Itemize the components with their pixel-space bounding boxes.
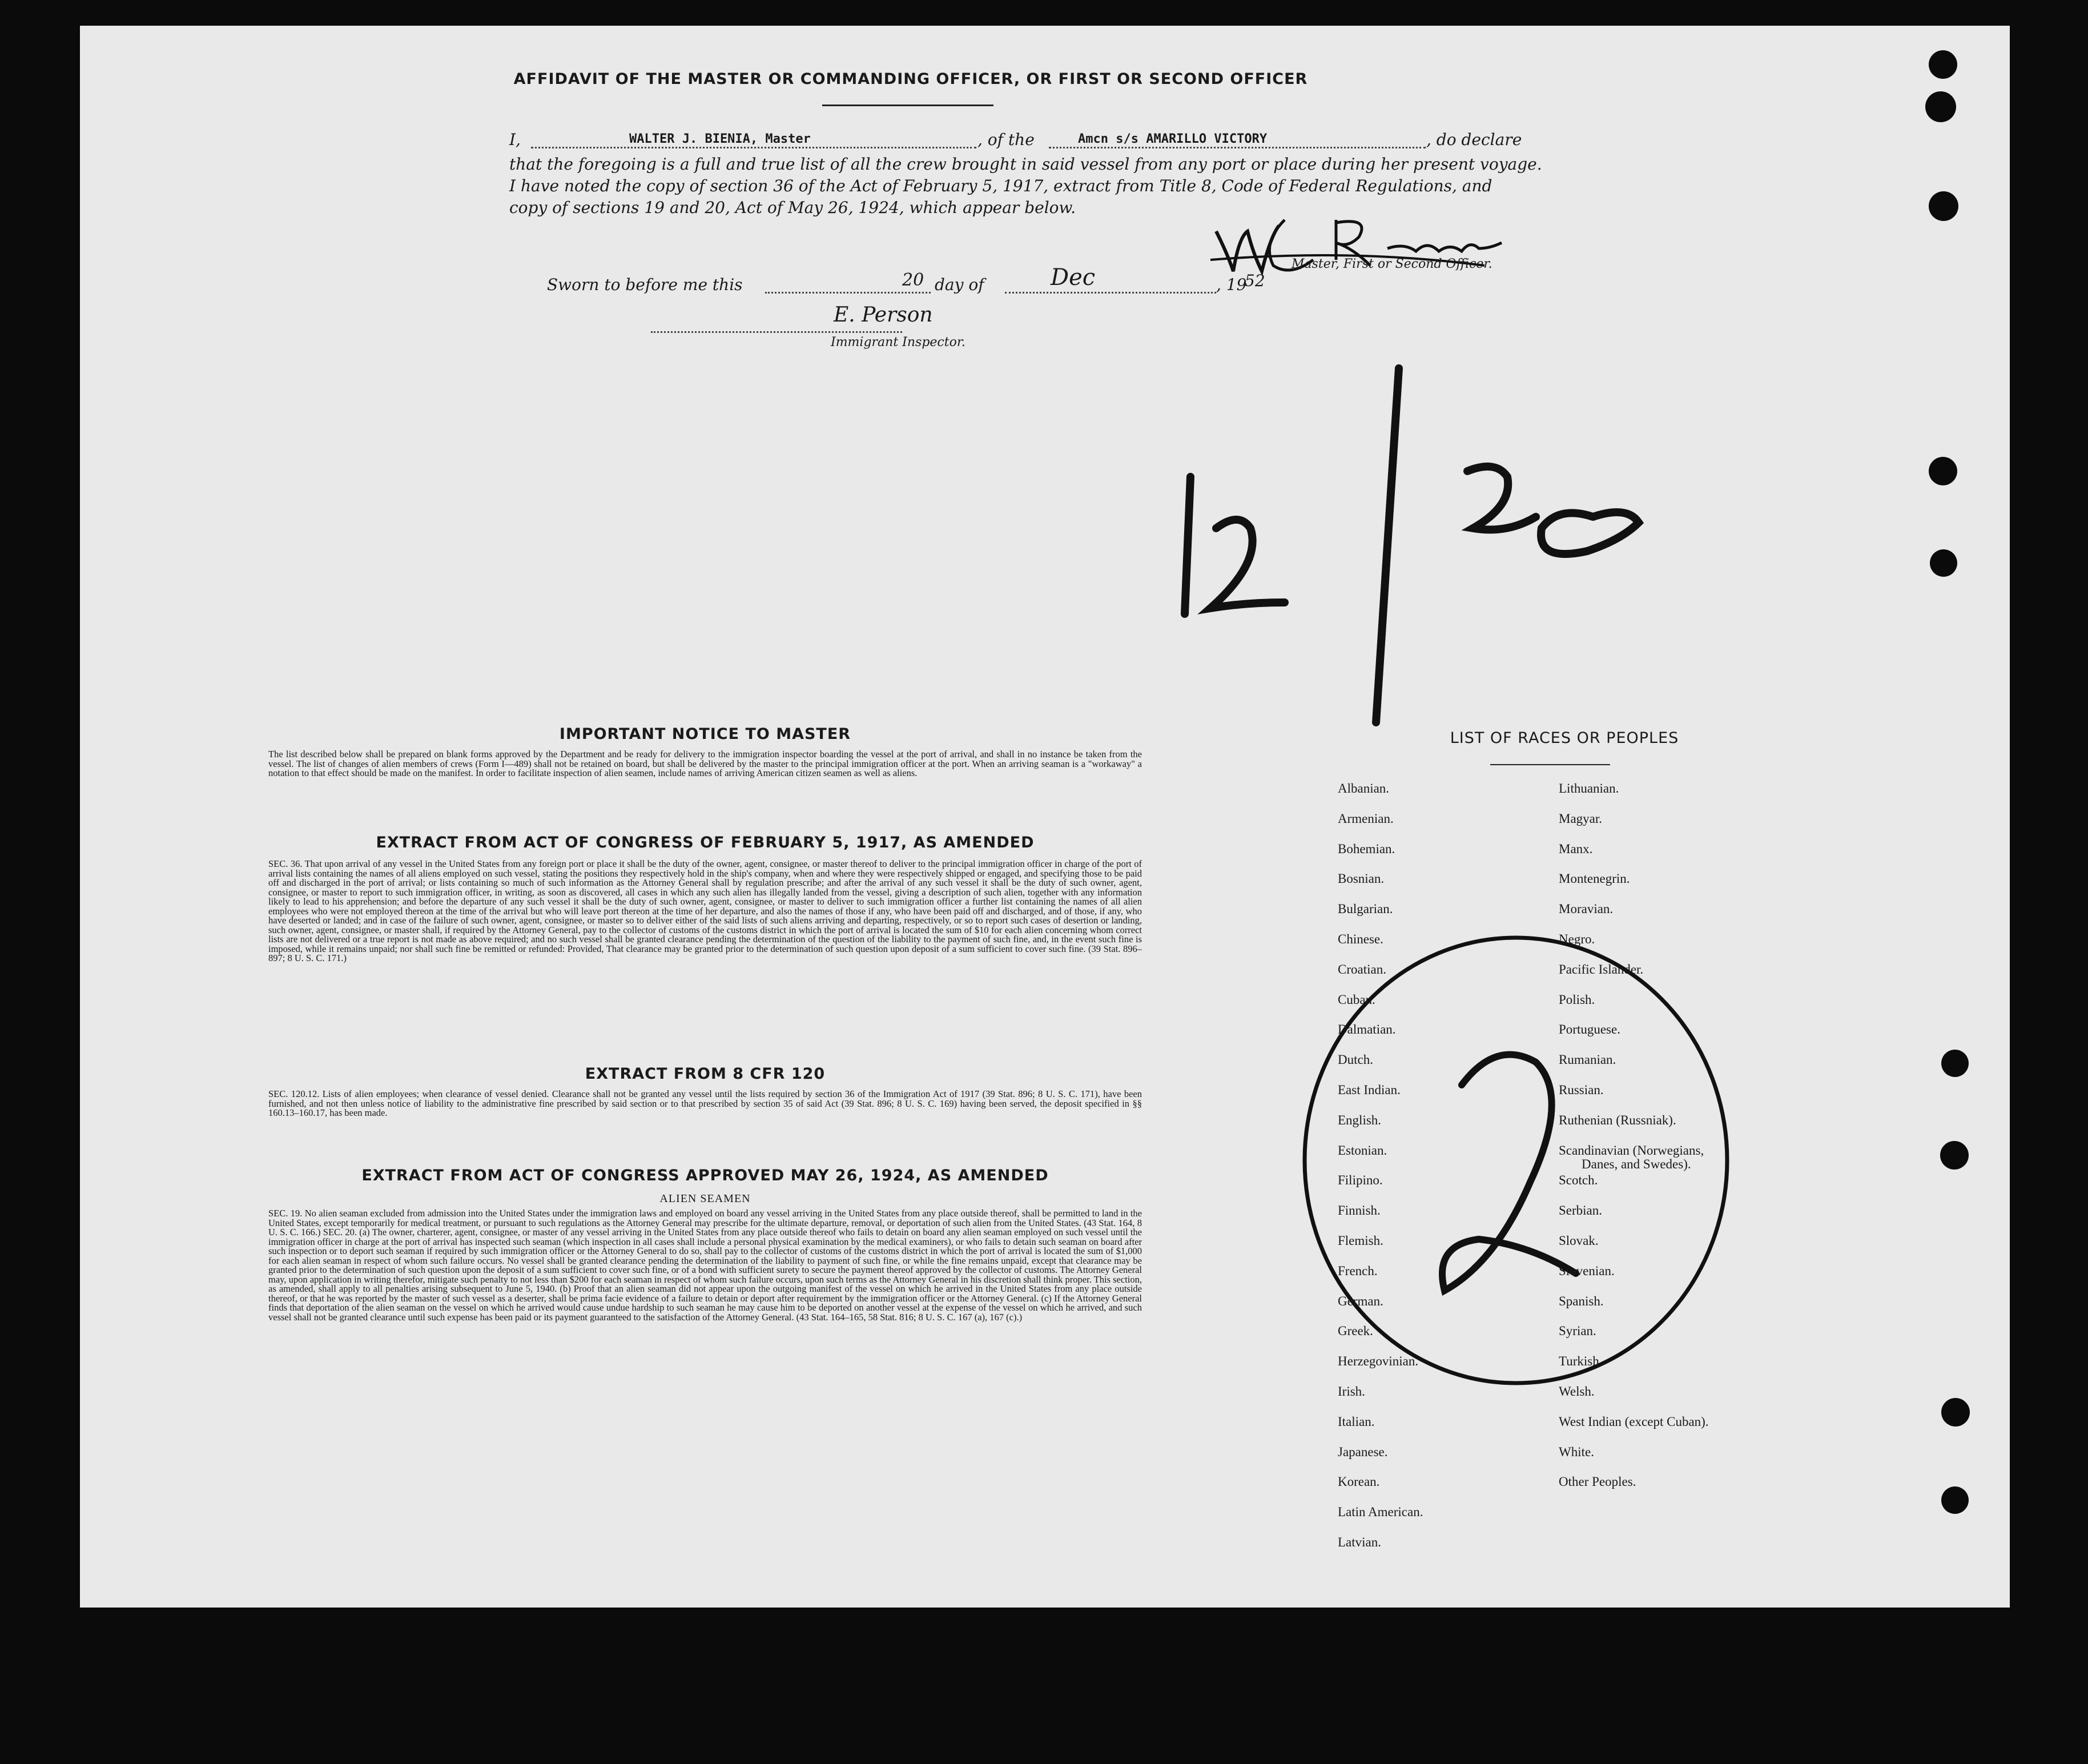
master-name: WALTER J. BIENIA, Master: [629, 132, 811, 146]
race-item: German.: [1338, 1293, 1383, 1308]
affidavit-line-2: that the foregoing is a full and true list of all the crew brought in said vessel from any port or place during her present voyage.: [509, 155, 1542, 174]
race-item: Albanian.: [1338, 781, 1390, 795]
extract-1924-subtitle: ALIEN SEAMEN: [659, 1192, 751, 1205]
race-item: Lithuanian.: [1559, 781, 1619, 795]
race-item: Slovenian.: [1559, 1263, 1615, 1278]
race-item: Estonian.: [1338, 1143, 1387, 1158]
race-item: Croatian.: [1338, 962, 1386, 977]
race-item: Japanese.: [1338, 1444, 1388, 1459]
race-item: Greek.: [1338, 1324, 1373, 1339]
binder-hole: [1929, 191, 1958, 221]
race-item: Serbian.: [1559, 1203, 1603, 1218]
binder-hole: [1941, 1398, 1970, 1427]
race-item: Herzegovinian.: [1338, 1354, 1419, 1369]
race-item: Danes, and Swedes).: [1582, 1156, 1691, 1171]
affidavit-i: I,: [509, 130, 521, 149]
signature-caption: Master, First or Second Officer.: [1292, 257, 1492, 271]
race-item: Scotch.: [1559, 1173, 1598, 1188]
notice-text: The list described below shall be prepared on blank forms approved by the Department and be ready for delivery to the immigration inspector boarding the vessel at the port of arrival, and shall in no instance be taken from the vessel. The list of changes of alien members of crews (Form I—489) shall not be retained on board, but shall be delivered by the master to the principal immigration officer at the port. When an arriving seaman is a "workaway" a notation to that effect should be made on the manifest. In order to facilitate inspection of alien seamen, include names of arriving American citizen seamen as well as aliens.: [268, 750, 1142, 778]
binder-hole: [1930, 549, 1957, 577]
races-title: LIST OF RACES OR PEOPLES: [1450, 729, 1679, 747]
race-item: Portuguese.: [1559, 1022, 1620, 1037]
race-item: White.: [1559, 1444, 1594, 1459]
race-item: Other Peoples.: [1559, 1474, 1636, 1489]
extract-cfr-title: EXTRACT FROM 8 CFR 120: [585, 1065, 826, 1083]
race-item: Russian.: [1559, 1083, 1604, 1097]
race-item: Cuban.: [1338, 992, 1375, 1007]
race-item: Turkish.: [1559, 1354, 1603, 1369]
sworn-label: Sworn to before me this: [547, 275, 743, 294]
affidavit-line-3: I have noted the copy of section 36 of the Act of February 5, 1917, extract from Title 8, Code of Federal Regulations, and: [509, 176, 1492, 195]
race-item: Negro.: [1559, 932, 1595, 946]
binder-hole: [1929, 50, 1957, 79]
race-item: Moravian.: [1559, 902, 1614, 917]
binder-hole: [1940, 1141, 1969, 1170]
inspector-caption: Immigrant Inspector.: [831, 335, 965, 349]
race-item: Bulgarian.: [1338, 902, 1393, 917]
extract-1917-title: EXTRACT FROM ACT OF CONGRESS OF FEBRUARY 5, 1917, AS AMENDED: [376, 834, 1035, 851]
affidavit-do-declare: , do declare: [1426, 130, 1522, 149]
race-item: Filipino.: [1338, 1173, 1383, 1188]
race-item: Latvian.: [1338, 1535, 1381, 1549]
race-item: Bohemian.: [1338, 841, 1395, 856]
race-item: Irish.: [1338, 1384, 1365, 1399]
race-item: Korean.: [1338, 1474, 1380, 1489]
year-prefix: , 19: [1216, 275, 1247, 294]
vessel-name: Amcn s/s AMARILLO VICTORY: [1078, 132, 1268, 146]
binder-hole: [1929, 457, 1957, 485]
binder-hole: [1941, 1486, 1969, 1514]
race-item: Chinese.: [1338, 932, 1383, 946]
race-item: East Indian.: [1338, 1083, 1401, 1097]
race-item: Welsh.: [1559, 1384, 1595, 1399]
notice-title: IMPORTANT NOTICE TO MASTER: [559, 725, 851, 743]
race-item: Pacific Islander.: [1559, 962, 1644, 977]
day-value: 20: [902, 270, 924, 290]
race-item: Finnish.: [1338, 1203, 1381, 1218]
year-value: 52: [1245, 271, 1265, 290]
race-item: Bosnian.: [1338, 871, 1385, 886]
day-of-label: day of: [935, 275, 984, 294]
race-item: Dalmatian.: [1338, 1022, 1396, 1037]
binder-hole: [1925, 91, 1956, 122]
extract-1917-text: SEC. 36. That upon arrival of any vessel in the United States from any foreign port or place it shall be the duty of the owner, agent, consignee, or master thereof to deliver to the principal immigration officer in charge of the port of arrival lists containing the names of all aliens employed on such vessel, stating the positions they respectively hold in the ship's company, when and where they were respectively shipped or engaged, and specifying those to be paid off and discharged in the port of arrival; or lists containing so much of such information as the Attorney General shall by regulation prescribe; and after the arrival of any such vessel it shall be the duty of such owner, agent, consignee, or master to report to such immigration officer, in writing, as soon as discovered, all cases in which any such alien has illegally landed from the vessel, giving a description of such alien, together with any information likely to lead to his apprehension; and before the departure of any such vessel it shall be the duty of such owner, agent, consignee, or master to deliver to such immigration officer a further list containing the names of all alien employees who were not employed thereon at the time of the arrival but who will leave port thereon at the time of her departure, and also the names of those if any, who have been paid off and discharged, and of those, if any, who have deserted or landed; and in case of the failure of such owner, agent, consignee, or master so to deliver either of the said lists of such aliens arriving and departing, respectively, or so to report such cases of desertion or landing, such owner, agent, consignee, or master shall, if required by the Attorney General, pay to the collector of customs of the customs district in which the port of arrival is located the sum of $10 for each alien concerning whom correct lists are not delivered or a true report is not made as above required; and no such vessel shall be granted clearance pending the determination of the question of the liability to the payment of such fine, and, in the event such fine is imposed, while it remains unpaid; nor shall such fine be remitted or refunded: Provided, That clearance may be granted prior to the determination of such question upon deposit of a sum sufficient to cover such fine. (39 Stat. 896–897; 8 U. S. C. 171.): [268, 859, 1142, 963]
race-item: Syrian.: [1559, 1324, 1596, 1339]
inspector-signature: E. Person: [834, 303, 933, 327]
race-item: Rumanian.: [1559, 1052, 1616, 1067]
race-item: French.: [1338, 1263, 1378, 1278]
race-item: West Indian (except Cuban).: [1559, 1414, 1709, 1429]
binder-hole: [1941, 1050, 1969, 1077]
extract-1924-title: EXTRACT FROM ACT OF CONGRESS APPROVED MAY 26, 1924, AS AMENDED: [361, 1167, 1049, 1184]
month-value: Dec: [1051, 264, 1096, 291]
race-item: Flemish.: [1338, 1233, 1383, 1248]
race-item: Polish.: [1559, 992, 1595, 1007]
race-item: Slovak.: [1559, 1233, 1599, 1248]
race-item: Spanish.: [1559, 1293, 1604, 1308]
extract-cfr-text: SEC. 120.12. Lists of alien employees; when clearance of vessel denied. Clearance shall not be granted any vessel until the lists required by section 36 of the Immigration Act of 1917 (39 Stat. 896; 8 U. S. C. 171), have been furnished, and not then unless notice of liability to the administrative fine prescribed by said section or to that prescribed by section 35 of said Act (39 Stat. 896; 8 U. S. C. 169) having been served, the deposit specified in §§ 160.13–160.17, has been made.: [268, 1090, 1142, 1118]
race-item: Manx.: [1559, 841, 1593, 856]
affidavit-of-the: , of the: [977, 130, 1035, 149]
affidavit-title: AFFIDAVIT OF THE MASTER OR COMMANDING OFFICER, OR FIRST OR SECOND OFFICER: [513, 70, 1308, 88]
race-item: Latin American.: [1338, 1505, 1423, 1520]
race-item: Magyar.: [1559, 811, 1603, 826]
extract-1924-text: SEC. 19. No alien seaman excluded from admission into the United States under the immigration laws and employed on board any vessel arriving in the United States from any place outside thereof, shall be permitted to land in the United States, except temporarily for medical treatment, or pursuant to such regulations as the Attorney General may prescribe for the ultimate departure, removal, or deportation of such alien from the United States. (43 Stat. 164, 8 U. S. C. 166.) SEC. 20. (a) The owner, charterer, agent, consignee, or master of any vessel arriving in the United States from any place outside thereof who fails to detain on board any alien seaman employed on such vessel until the immigration officer in charge at the port of arrival has inspected such seaman (which inspection in all cases shall include a personal physical examination by the medical examiners), or who fails to detain such seaman on board after such inspection or to deport such seaman if required by such immigration officer or the Attorney General to do so, shall pay to the collector of customs of the customs district in which the port of arrival is located the sum of $1,000 for each alien seaman in respect of whom such failure occurs. No vessel shall be granted clearance pending the determination of the liability to payment of such fine, or while the fine remains unpaid, except that clearance may be granted prior to the determination of such question upon the deposit of a sum sufficient to cover such fine, or of a bond with sufficient surety to secure the payment thereof approved by the collector of customs. The Attorney General may, upon application in writing therefor, mitigate such penalty to not less than $200 for each seaman in respect of whom such failure occurs, upon such terms as the Attorney General in his discretion shall think proper. This section, as amended, shall apply to all penalties arising subsequent to June 5, 1940. (b) Proof that an alien seaman did not appear upon the outgoing manifest of the vessel on which he arrived in the United States from any place outside thereof, or that he was reported by the master of such vessel as a deserter, shall be prima facie evidence of a failure to detain or deport after requirement by the immigration officer or the Attorney General. (c) If the Attorney General finds that deportation of the alien seaman on the vessel on which he arrived would cause undue hardship to such seaman he may cause him to be deported on another vessel at the expense of the vessel on which he arrived, and such vessel shall not be granted clearance until such expense has been paid or its payment guaranteed to the satisfaction of the Attorney General. (43 Stat. 164–165, 58 Stat. 816; 8 U. S. C. 167 (a), 167 (c).): [268, 1209, 1142, 1323]
race-item: Scandinavian (Norwegians,: [1559, 1143, 1704, 1158]
document-page: [80, 26, 2010, 1608]
race-item: Dutch.: [1338, 1052, 1373, 1067]
race-item: Montenegrin.: [1559, 871, 1630, 886]
race-item: Ruthenian (Russniak).: [1559, 1112, 1676, 1127]
affidavit-line-4: copy of sections 19 and 20, Act of May 26, 1924, which appear below.: [509, 198, 1076, 217]
race-item: Italian.: [1338, 1414, 1375, 1429]
races-rule: [1490, 764, 1610, 765]
race-item: Armenian.: [1338, 811, 1394, 826]
race-item: English.: [1338, 1112, 1382, 1127]
